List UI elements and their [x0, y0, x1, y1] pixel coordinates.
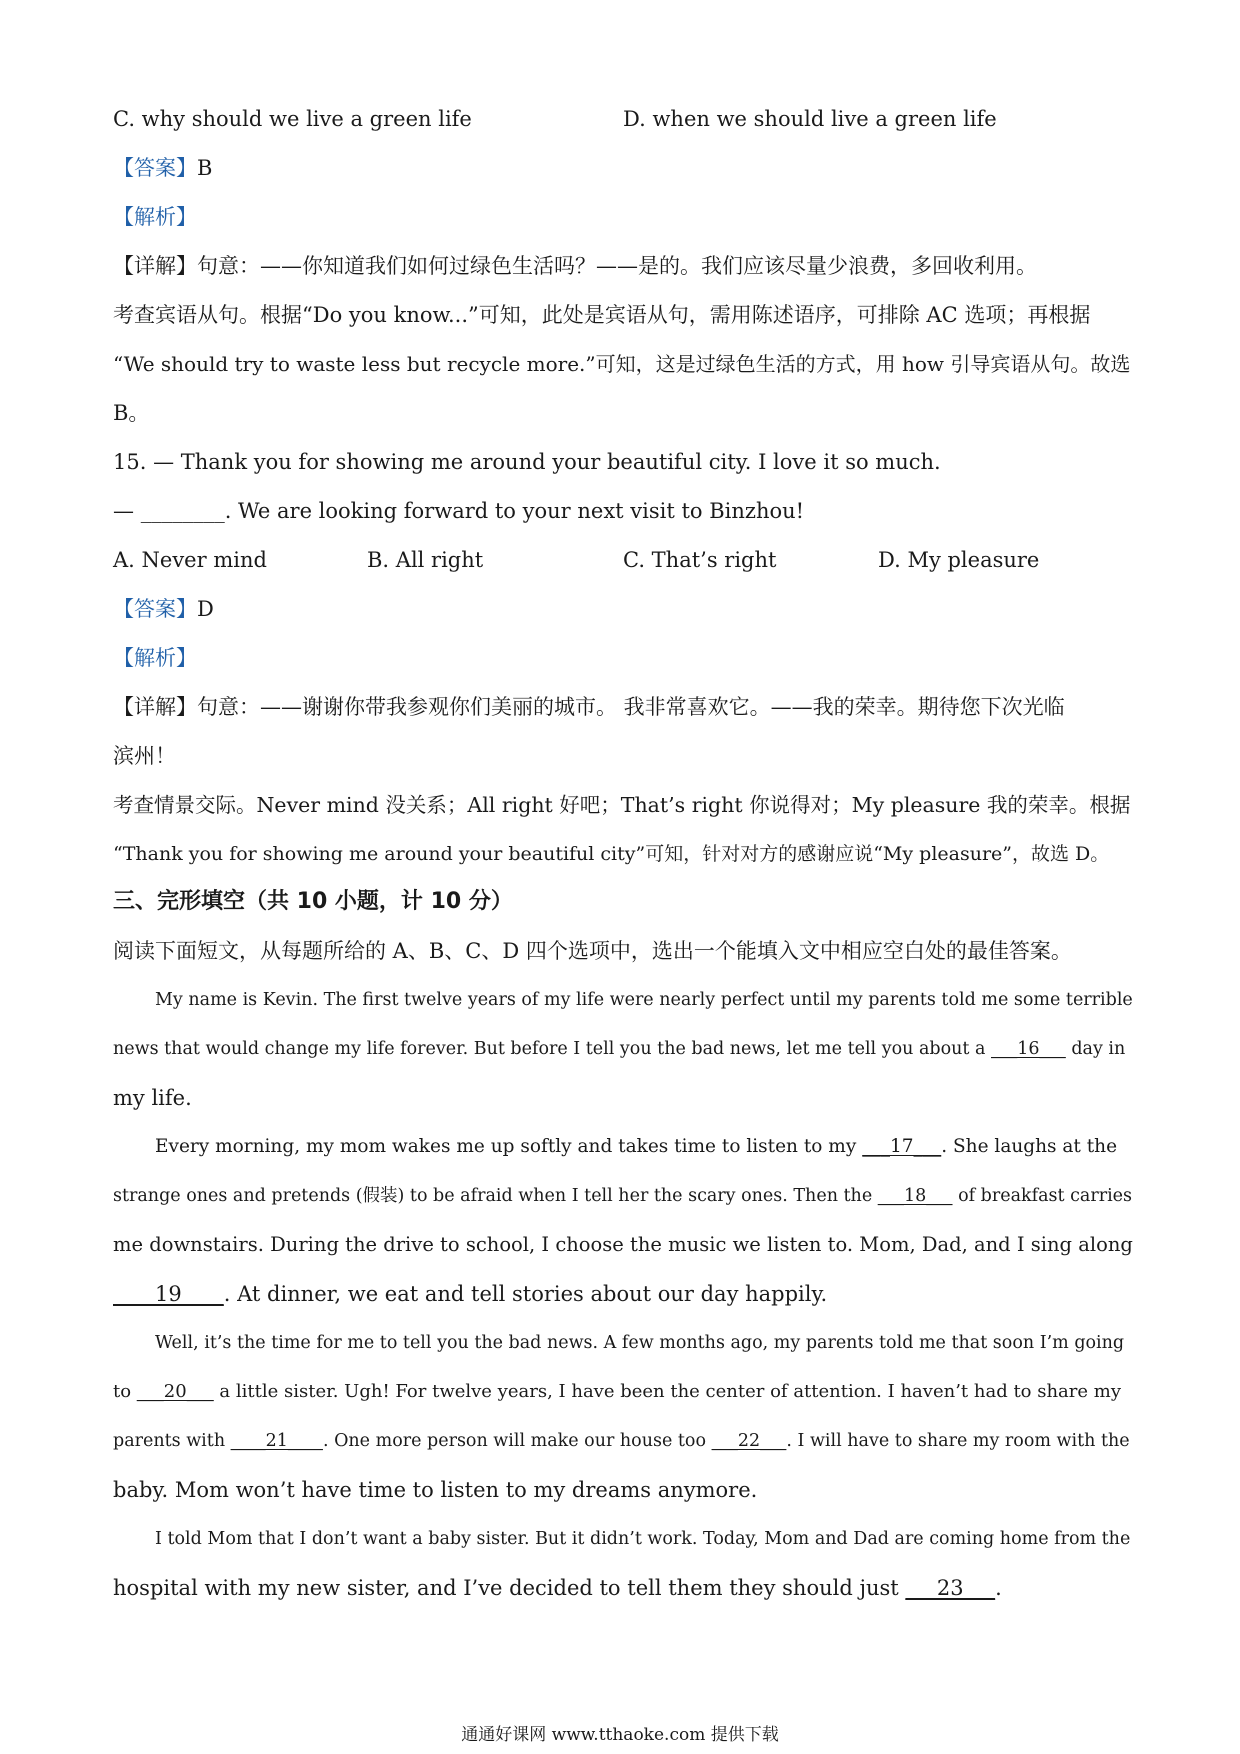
q15-analysis-tag: 【解析】 — [113, 646, 197, 670]
text: . One more person will make our house too — [322, 1431, 712, 1451]
section-heading: 三、完形填空（共 10 小题，计 10 分） — [113, 889, 513, 914]
p2-line-1 — [155, 1133, 1117, 1161]
text: Every morning, my mom wakes me up softly and takes time to listen to my — [155, 1136, 863, 1157]
q15-question: 15. — Thank you for showing me around your beautiful city. I love it so much. — [113, 450, 941, 474]
reply-prefix: — — [113, 499, 141, 523]
q14-detail-line-2: 考查宾语从句。根据“Do you know...”可知，此处是宾语从句，需用陈述语序，可排除 AC 选项；再根据 — [113, 303, 1091, 327]
text: strange ones and pretends (假装) to be afraid when I tell her the scary ones. Then the — [113, 1186, 878, 1206]
answer-tag: 【答案】 — [113, 156, 197, 180]
answer-value: B — [197, 156, 213, 180]
p3-line-4: baby. Mom won’t have time to listen to my dreams anymore. — [113, 1478, 758, 1502]
p1-line-2 — [113, 1035, 1125, 1063]
answer-value: D — [197, 597, 214, 621]
blank-17: ___17___ — [862, 1136, 942, 1157]
q14-detail-line-1 — [113, 252, 1037, 280]
blank-20: ___20___ — [136, 1381, 214, 1402]
p1-line-1: My name is Kevin. The first twelve years of my life were nearly perfect until my parents told me some terrible — [155, 990, 1133, 1010]
p2-line-4 — [113, 1280, 827, 1308]
q15-option-c: C. That’s right — [623, 548, 777, 572]
q15-detail-line-1 — [113, 693, 1065, 721]
blank-22: ___22___ — [711, 1431, 787, 1451]
section-instruction: 阅读下面短文，从每题所给的 A、B、C、D 四个选项中，选出一个能填入文中相应空白处的最佳答案。 — [113, 939, 1072, 963]
p2-line-3: me downstairs. During the drive to school, I choose the music we listen to. Mom, Dad, and I sing along — [113, 1233, 1133, 1256]
q15-option-b: B. All right — [367, 548, 484, 572]
text: . I will have to share my room with the — [786, 1431, 1130, 1451]
answer-tag: 【答案】 — [113, 597, 197, 621]
reply-blank: ________ — [140, 499, 225, 523]
blank-19: ____19____ — [113, 1282, 224, 1306]
q15-option-a: A. Never mind — [113, 548, 267, 572]
q15-detail-line-3: 考查情景交际。Never mind 没关系；All right 好吧；That’s right 你说得对；My pleasure 我的荣幸。根据 — [113, 793, 1131, 817]
p3-line-1: Well, it’s the time for me to tell you the bad news. A few months ago, my parents told me that soon I’m going — [155, 1333, 1125, 1353]
q15-detail-line-2: 滨州！ — [113, 744, 176, 768]
detail-tag: 【详解】 — [113, 695, 197, 719]
p4-line-1: I told Mom that I don’t want a baby sister. But it didn’t work. Today, Mom and Dad are coming home from the — [155, 1529, 1131, 1549]
page-footer: 通通好课网 www.tthaoke.com 提供下载 — [461, 1725, 779, 1745]
q14-detail-line-4: B。 — [113, 401, 150, 425]
q14-answer — [113, 154, 212, 182]
text: of breakfast carries — [952, 1186, 1133, 1206]
text: . She laughs at the — [941, 1136, 1118, 1157]
text: . At dinner, we eat and tell stories about our day happily. — [223, 1282, 828, 1306]
text: to — [113, 1381, 137, 1402]
q14-detail-line-3: “We should try to waste less but recycle more.”可知，这是过绿色生活的方式，用 how 引导宾语从句。故选 — [113, 352, 1131, 376]
text: day in — [1065, 1039, 1126, 1059]
detail-text: 句意：——你知道我们如何过绿色生活吗？——是的。我们应该尽量少浪费，多回收利用。 — [197, 254, 1037, 278]
reply-text: . We are looking forward to your next visit to Binzhou! — [224, 499, 805, 523]
text: a little sister. Ugh! For twelve years, I have been the center of attention. I haven’t had to share my — [213, 1381, 1122, 1402]
text: parents with — [113, 1431, 231, 1451]
p1-line-3: my life. — [113, 1086, 192, 1110]
q14-option-d: D. when we should live a green life — [623, 107, 997, 131]
q14-analysis-tag: 【解析】 — [113, 205, 197, 229]
q14-option-c: C. why should we live a green life — [113, 107, 472, 131]
blank-16: ___16___ — [991, 1039, 1066, 1059]
detail-tag: 【详解】 — [113, 254, 197, 278]
p3-line-2 — [113, 1378, 1121, 1406]
text: . — [995, 1576, 1002, 1600]
q15-detail-line-4: “Thank you for showing me around your beautiful city”可知，针对对方的感谢应说“My pleasure”，故选 D。 — [113, 843, 1110, 865]
q15-answer — [113, 595, 214, 623]
text: news that would change my life forever. But before I tell you the bad news, let me tell you about a — [113, 1039, 991, 1059]
p2-line-2 — [113, 1182, 1132, 1210]
blank-23: ___23___ — [905, 1576, 996, 1600]
p3-line-3 — [113, 1427, 1130, 1455]
blank-18: ___18___ — [877, 1186, 953, 1206]
blank-21: ____21____ — [230, 1431, 323, 1451]
p4-line-2 — [113, 1574, 1002, 1602]
text: hospital with my new sister, and I’ve decided to tell them they should just — [113, 1576, 906, 1600]
detail-text: 句意：——谢谢你带我参观你们美丽的城市。 我非常喜欢它。——我的荣幸。期待您下次光临 — [197, 695, 1065, 719]
q15-option-d: D. My pleasure — [878, 548, 1040, 572]
q15-reply — [113, 497, 804, 525]
